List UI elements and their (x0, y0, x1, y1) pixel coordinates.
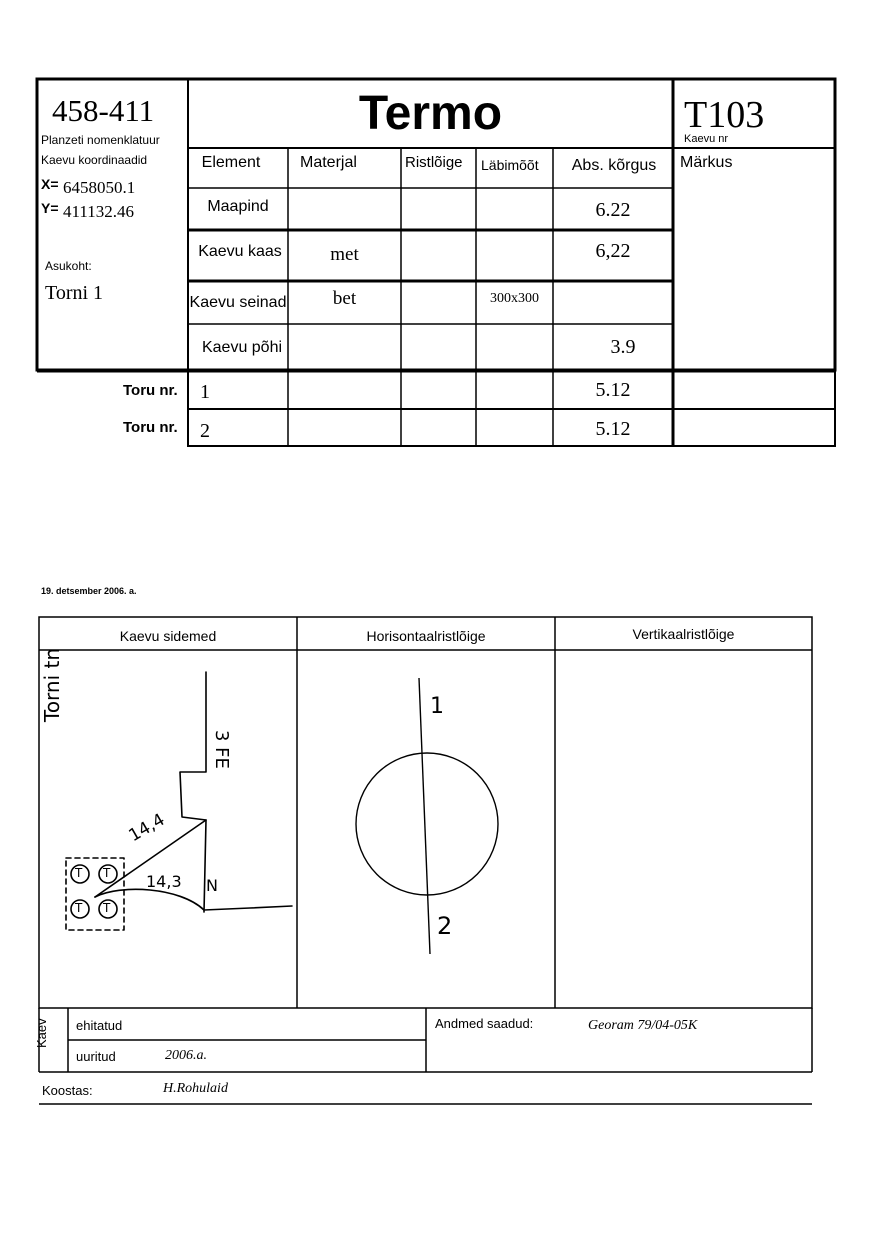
panel-title-connections: Kaevu sidemed (119, 628, 217, 644)
sheet-number: 458-411 (52, 93, 155, 128)
header-element: Element (201, 154, 261, 171)
x-value: 6458050.1 (63, 178, 136, 197)
header-abs-height: Abs. kõrgus (571, 157, 657, 174)
well-symbol-icon: T (75, 901, 83, 915)
well-symbol-icon: T (103, 866, 111, 880)
header-section: Ristlõige (405, 154, 463, 171)
pipe-label: Toru nr. (123, 419, 178, 436)
document-date: 19. detsember 2006. a. (41, 586, 137, 596)
pipe-height: 5.12 (595, 418, 631, 440)
well-number: T103 (684, 94, 765, 136)
row-material: met (330, 244, 359, 265)
header-material: Materjal (300, 154, 357, 171)
row-element: Kaevu põhi (201, 339, 283, 356)
row-material: bet (332, 288, 357, 309)
x-label: X= (41, 176, 59, 192)
page-title: Termo (358, 87, 503, 140)
sketch-building-label: 3 FE (211, 730, 232, 769)
row-element: Maapind (207, 198, 269, 215)
pipe-height: 5.12 (595, 379, 631, 401)
pipe-1-label: 1 (430, 694, 444, 719)
sketch-dimension-lower: 14,3 (146, 872, 182, 891)
surveyed-label: uuritud (76, 1049, 116, 1064)
y-label: Y= (41, 200, 59, 216)
data-source-label: Andmed saadud: (435, 1016, 534, 1031)
sketch-dimension-upper: 14,4 (125, 809, 169, 847)
data-source-value: Georam 79/04-05K (588, 1018, 698, 1033)
row-element: Kaevu kaas (198, 243, 282, 260)
pipe-nr: 2 (200, 420, 210, 442)
header-diameter: Läbimõõt (481, 157, 539, 173)
row-diameter: 300x300 (490, 291, 539, 306)
pipe-label: Toru nr. (123, 382, 178, 399)
row-abs-height: 3.9 (610, 336, 636, 358)
location-label: Asukoht: (45, 259, 92, 273)
well-symbol-icon: T (103, 901, 111, 915)
panel-title-horizontal-section: Horisontaalristlõige (366, 628, 486, 644)
sketch-street-label: Torni tn (40, 647, 64, 722)
panel-title-vertical-section: Vertikaalristlõige (632, 626, 735, 642)
row-abs-height: 6,22 (595, 240, 631, 262)
compiled-label: Koostas: (42, 1083, 93, 1098)
coordinates-label: Kaevu koordinaadid (41, 153, 148, 167)
well-symbol-icon: T (75, 866, 83, 880)
compiled-value: H.Rohulaid (163, 1081, 228, 1096)
built-label: ehitatud (76, 1018, 123, 1033)
pipe-nr: 1 (200, 381, 210, 403)
well-number-label: Kaevu nr (684, 133, 729, 145)
pipe-2-label: 2 (437, 912, 453, 940)
sheet-number-label: Planzeti nomenklatuur (41, 133, 160, 147)
horizontal-section-drawing (298, 652, 554, 1006)
row-abs-height: 6.22 (595, 199, 631, 221)
sketch-north-label: N (206, 876, 218, 895)
y-value: 411132.46 (63, 202, 134, 221)
header-note: Märkus (680, 154, 733, 171)
location-sketch (40, 652, 296, 1006)
surveyed-value: 2006.a. (165, 1048, 207, 1063)
well-side-label: Kaev (34, 1018, 49, 1048)
row-element: Kaevu seinad (189, 294, 287, 311)
location-value: Torni 1 (45, 282, 104, 304)
